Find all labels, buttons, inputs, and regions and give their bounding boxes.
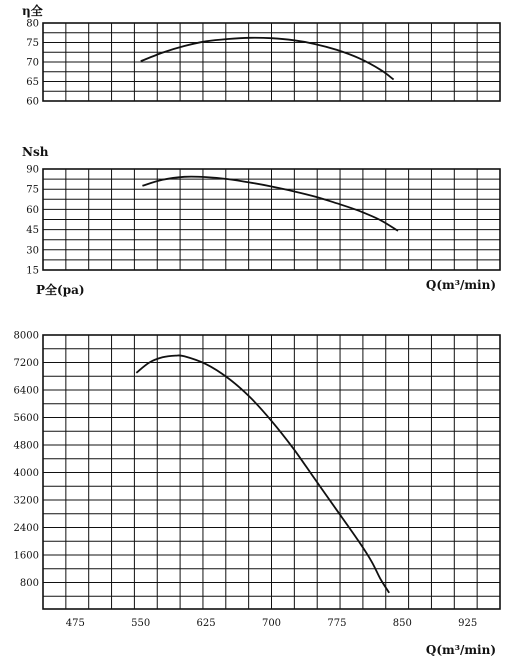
shaft-power-y-ticks — [26, 165, 39, 277]
y-tick-label: 70 — [26, 57, 39, 69]
y-tick-label: 30 — [26, 245, 39, 257]
x-tick-label: 850 — [392, 618, 412, 629]
pressure-y-ticks — [14, 331, 39, 590]
y-tick-label: 45 — [26, 225, 39, 237]
efficiency-grid — [43, 23, 500, 101]
y-tick-label: 2400 — [13, 523, 39, 534]
y-tick-label: 8000 — [13, 330, 39, 342]
flow-axis-label-bottom: Q(m³/min) — [425, 643, 496, 657]
efficiency-axis-label: η全 — [22, 4, 43, 18]
pressure-grid — [43, 335, 500, 609]
y-tick-label: 6400 — [13, 385, 39, 397]
y-tick-label: 65 — [26, 77, 39, 88]
efficiency-y-ticks — [26, 19, 39, 108]
y-tick-label: 4800 — [13, 440, 39, 452]
efficiency-curve — [141, 38, 394, 80]
y-tick-label: 15 — [26, 265, 39, 277]
shaft-power-panel — [22, 145, 500, 292]
y-tick-label: 60 — [26, 96, 39, 108]
y-tick-label: 75 — [26, 184, 39, 196]
y-tick-label: 1600 — [13, 550, 39, 562]
x-tick-label: 475 — [65, 618, 85, 629]
x-tick-label: 625 — [196, 618, 216, 629]
series-line — [136, 355, 389, 592]
shaft-power-axis-label: Nsh — [22, 145, 49, 159]
y-tick-label: 80 — [26, 18, 39, 30]
pressure-x-ticks — [66, 618, 478, 629]
pressure-panel — [14, 282, 500, 657]
y-tick-label: 4000 — [13, 468, 39, 479]
y-tick-label: 60 — [26, 204, 39, 216]
y-tick-label: 7200 — [13, 358, 39, 369]
y-tick-label: 5600 — [13, 413, 39, 424]
x-tick-label: 775 — [327, 618, 347, 629]
pressure-axis-label: P全(pa) — [36, 283, 85, 297]
efficiency-panel — [22, 3, 500, 108]
y-tick-label: 75 — [26, 38, 39, 49]
y-tick-label: 90 — [26, 164, 39, 176]
shaft-power-curve — [142, 177, 398, 231]
x-tick-label: 700 — [261, 618, 282, 629]
y-tick-label: 800 — [19, 578, 39, 589]
flow-axis-label-middle: Q(m³/min) — [425, 278, 496, 292]
series-line — [142, 177, 398, 231]
y-tick-label: 3200 — [13, 495, 39, 507]
x-tick-label: 550 — [131, 618, 151, 629]
shaft-power-grid — [43, 169, 500, 270]
series-line — [141, 38, 394, 80]
x-tick-label: 925 — [458, 618, 478, 629]
pressure-curve — [136, 355, 389, 592]
